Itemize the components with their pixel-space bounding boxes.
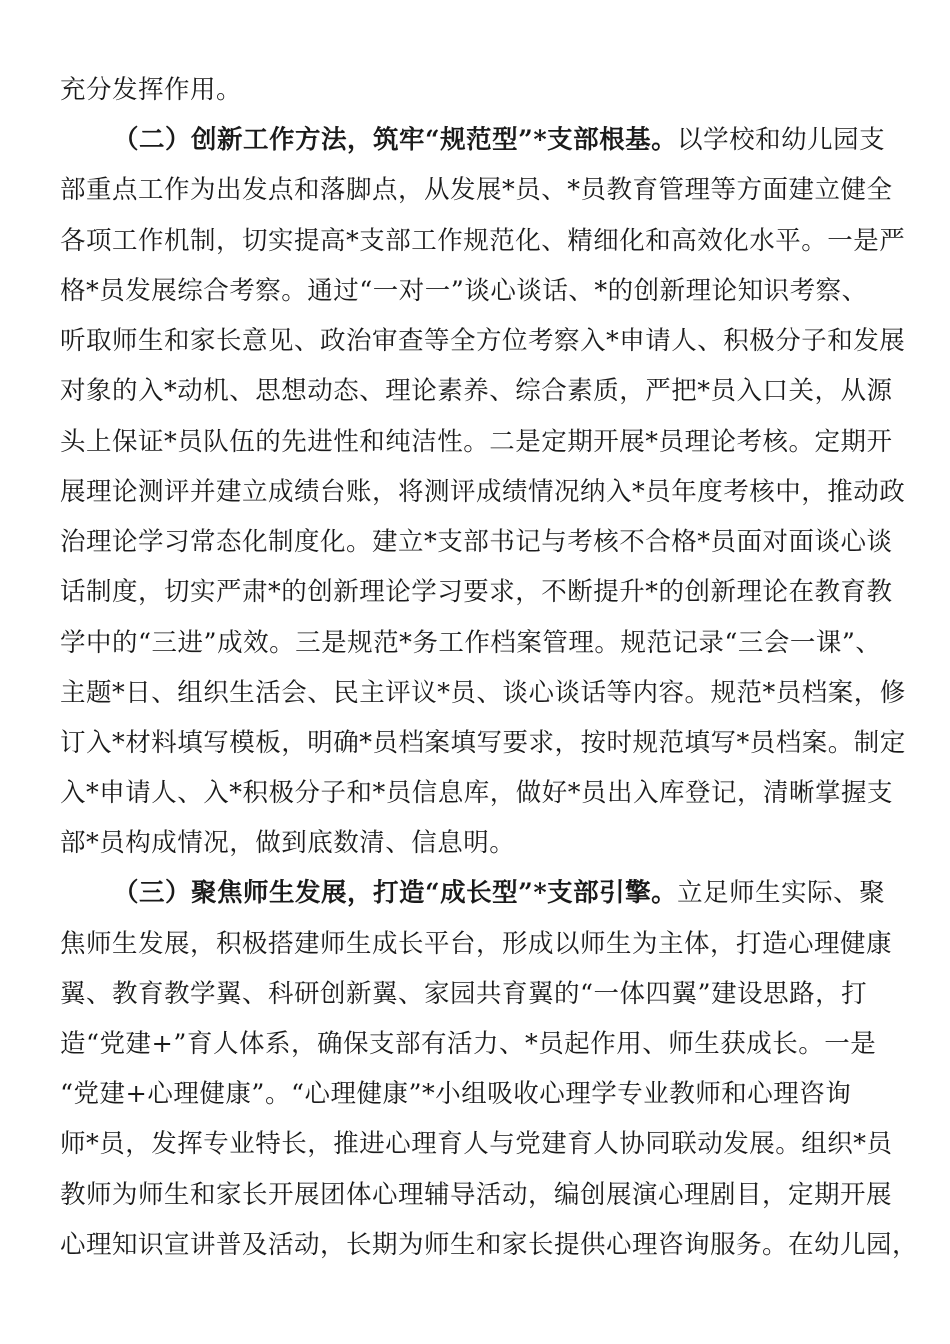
text-line: 部重点工作为出发点和落脚点，从发展*员、*员教育管理等方面建立健全 <box>60 175 893 205</box>
text-line: 师*员，发挥专业特长，推进心理育人与党建育人协同联动发展。组织*员 <box>60 1129 893 1159</box>
text-line: 充分发挥作用。 <box>60 75 243 105</box>
text-line: 格*员发展综合考察。通过“一对一”谈心谈话、*的创新理论知识考察、 <box>60 276 868 306</box>
text-line: 话制度，切实严肃*的创新理论学习要求，不断提升*的创新理论在教育教 <box>60 577 893 607</box>
text-line: 翼、教育教学翼、科研创新翼、家园共育翼的“一体四翼”建设思路，打 <box>60 979 868 1009</box>
section-heading: （三）聚焦师生发展，打造“成长型”*支部引擎。 <box>113 878 678 908</box>
text-line: 听取师生和家长意见、政治审查等全方位考察入*申请人、积极分子和发展 <box>60 326 906 356</box>
section-heading-line <box>113 125 886 155</box>
text-line: “党建+心理健康”。“心理健康”*小组吸收心理学专业教师和心理咨询 <box>60 1079 852 1109</box>
text-line: 教师为师生和家长开展团体心理辅导活动，编创展演心理剧目，定期开展 <box>60 1180 893 1210</box>
text-line: 入*申请人、入*积极分子和*员信息库，做好*员出入库登记，清晰掌握支 <box>60 778 894 808</box>
text-line: 焦师生发展，积极搭建师生成长平台，形成以师生为主体，打造心理健康 <box>60 929 893 959</box>
text-line: 对象的入*动机、思想动态、理论素养、综合素质，严把*员入口关，从源 <box>60 376 893 406</box>
text-line: 立足师生实际、聚 <box>677 878 886 908</box>
text-line: 心理知识宣讲普及活动，长期为师生和家长提供心理咨询服务。在幼儿园， <box>60 1230 919 1260</box>
text-line: 头上保证*员队伍的先进性和纯洁性。二是定期开展*员理论考核。定期开 <box>60 427 893 457</box>
section-heading-line <box>113 878 886 908</box>
section-heading: （二）创新工作方法，筑牢“规范型”*支部根基。 <box>113 125 678 155</box>
text-line: 各项工作机制，切实提高*支部工作规范化、精细化和高效化水平。一是严 <box>60 226 906 256</box>
text-line: 部*员构成情况，做到底数清、信息明。 <box>60 828 516 858</box>
text-line: 学中的“三进”成效。三是规范*务工作档案管理。规范记录“三会一课”、 <box>60 628 882 658</box>
text-line: 展理论测评并建立成绩台账，将测评成绩情况纳入*员年度考核中，推动政 <box>60 477 906 507</box>
text-line: 主题*日、组织生活会、民主评议*员、谈心谈话等内容。规范*员档案，修 <box>60 678 906 708</box>
text-line: 以学校和幼儿园支 <box>677 125 886 155</box>
text-line: 造“党建+”育人体系，确保支部有活力、*员起作用、师生获成长。一是 <box>60 1029 877 1059</box>
text-line: 订入*材料填写模板，明确*员档案填写要求，按时规范填写*员档案。制定 <box>60 728 906 758</box>
text-line: 治理论学习常态化制度化。建立*支部书记与考核不合格*员面对面谈心谈 <box>60 527 893 557</box>
